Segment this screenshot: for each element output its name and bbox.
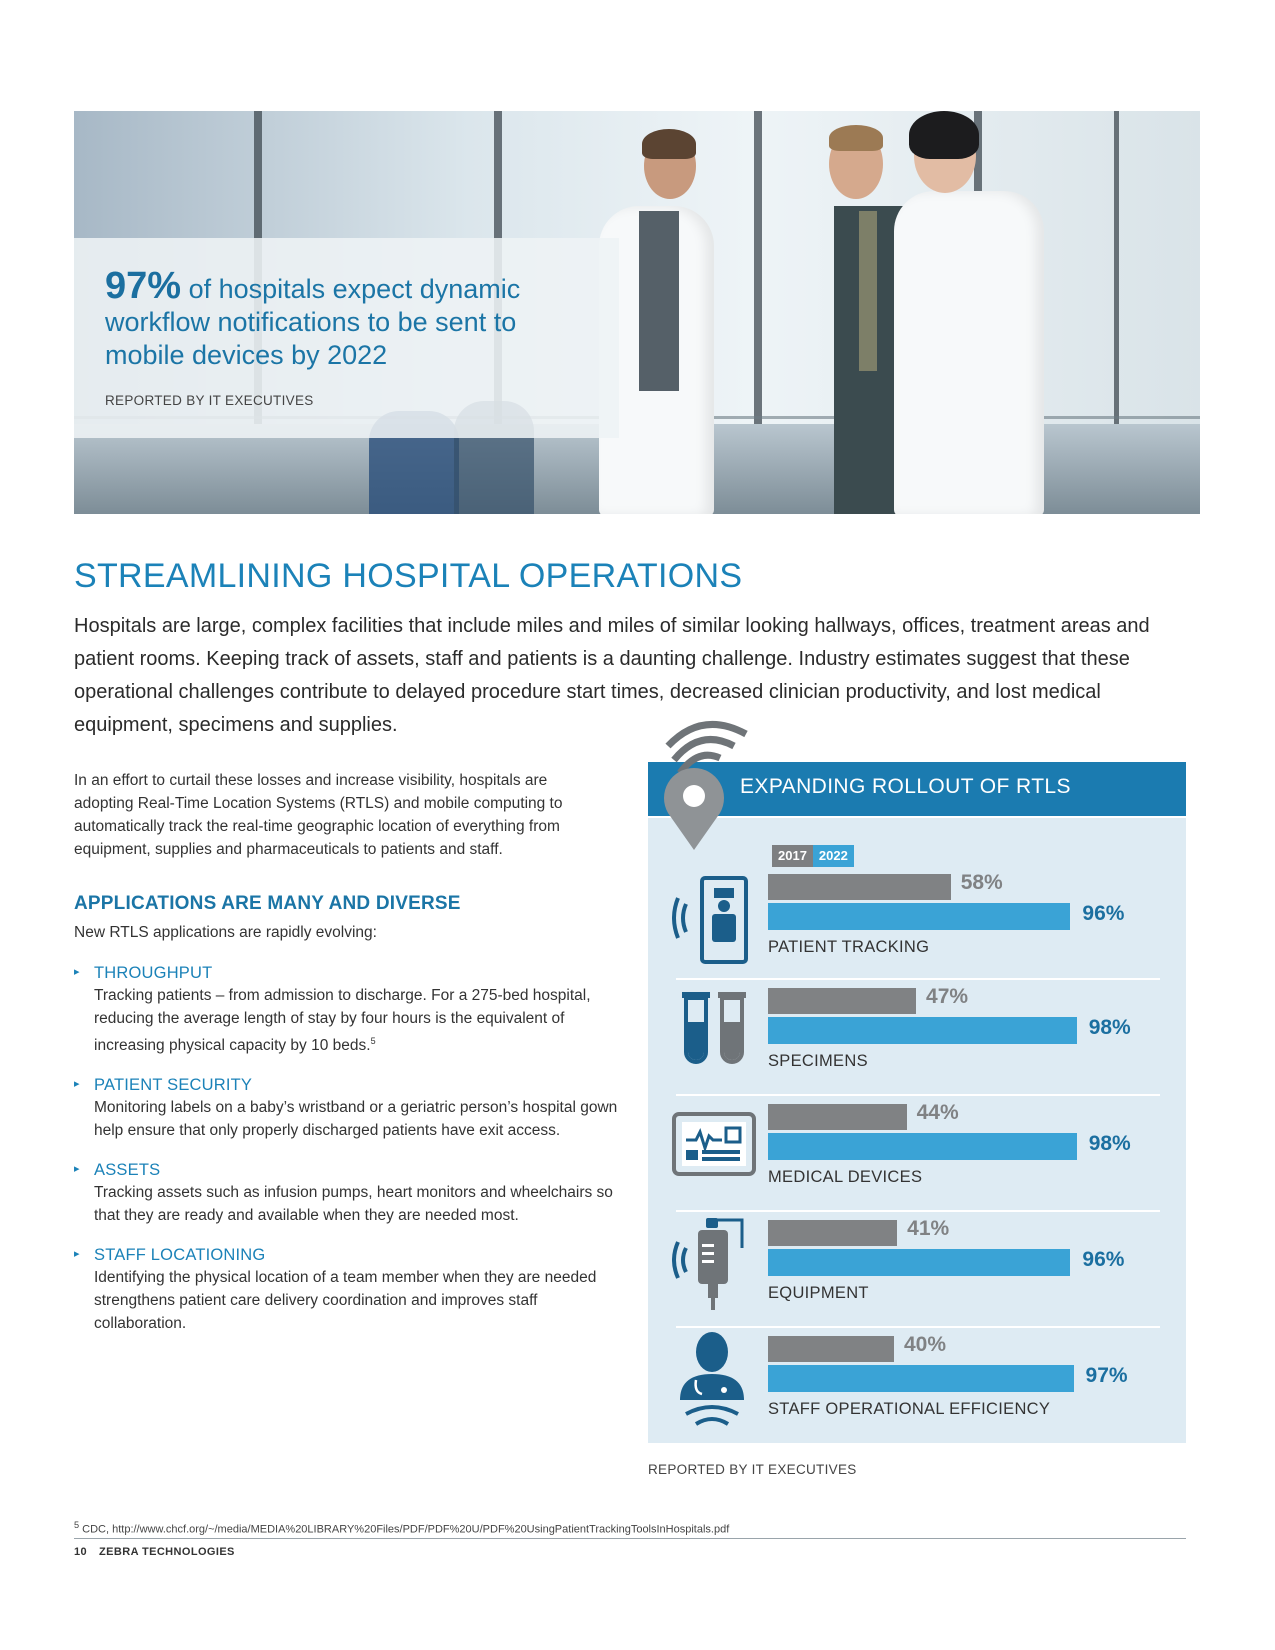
- chart-source: REPORTED BY IT EXECUTIVES: [648, 1462, 857, 1477]
- label-2022: 96%: [1082, 902, 1125, 925]
- category-label: MEDICAL DEVICES: [768, 1168, 923, 1186]
- category-label: EQUIPMENT: [768, 1284, 869, 1302]
- arrow-icon: ▸: [74, 1248, 80, 1261]
- body-paragraph: In an effort to curtail these losses and increase visibility, hospitals are adopting Real-Time Location Systems (RTLS) and mobile computing to automatically track the real-time geographic location of everything from equipment, supplies and pharmaceuticals to patients and staff.: [74, 772, 563, 858]
- subheading: APPLICATIONS ARE MANY AND DIVERSE: [74, 893, 461, 914]
- hero-stat-text: of hospitals expect dynamic workflow notifications to be sent to mobile devices by 2022: [105, 274, 521, 370]
- row-separator: [676, 1094, 1160, 1096]
- label-2022: 98%: [1088, 1016, 1131, 1039]
- footnote: [74, 1520, 729, 1536]
- label-2022: 97%: [1085, 1364, 1128, 1387]
- page-title: STREAMLINING HOSPITAL OPERATIONS: [74, 557, 743, 595]
- page-number: 10: [74, 1546, 88, 1558]
- bullet-text-body: Tracking patients – from admission to discharge. For a 275-bed hospital, reducing the average length of stay by four hours is the equivalent of increasing physical capacity by 10 beds.: [94, 987, 591, 1055]
- intro-paragraph: Hospitals are large, complex facilities that include miles and miles of similar looking hallways, offices, treatment areas and patient rooms. Keeping track of assets, staff and patients is a daunting challenge. Industry estimates suggest that these operational challenges contribute to delayed procedure start times, decreased clinician productivity, and lost medical equipment, specimens and supplies.: [74, 615, 1150, 736]
- bar-2022: [768, 1017, 1077, 1044]
- arrow-icon: ▸: [74, 1163, 80, 1176]
- lead-text: New RTLS applications are rapidly evolving:: [74, 924, 377, 941]
- bullet-text: Tracking assets such as infusion pumps, heart monitors and wheelchairs so that they are ready and available when they are needed most.: [94, 1184, 613, 1225]
- list-item: [74, 1159, 619, 1227]
- label-2022: 98%: [1088, 1132, 1131, 1155]
- bullet-title: THROUGHPUT: [94, 964, 213, 982]
- label-2017: 44%: [916, 1101, 959, 1124]
- category-label: PATIENT TRACKING: [768, 938, 930, 956]
- bar-2022: [768, 1365, 1074, 1392]
- bullet-text: Monitoring labels on a baby’s wristband or a geriatric person’s hospital gown help ensure that only properly discharged patients have exit access.: [94, 1099, 618, 1140]
- legend-2017: 2017: [772, 845, 813, 867]
- row-separator: [676, 978, 1160, 980]
- bar-2017: [768, 988, 916, 1014]
- chart-legend: [772, 845, 854, 867]
- arrow-icon: ▸: [74, 1078, 80, 1091]
- hero-stat-number: 97%: [105, 265, 182, 307]
- bullet-text: Identifying the physical location of a team member when they are needed strengthens patient care delivery coordination and improves staff collaboration.: [94, 1269, 597, 1333]
- hero-source: REPORTED BY IT EXECUTIVES: [105, 393, 314, 408]
- bar-2022: [768, 1133, 1077, 1160]
- page-footer: [74, 1546, 235, 1558]
- label-2017: 41%: [907, 1217, 950, 1240]
- footer-divider: [74, 1538, 1186, 1539]
- label-2022: 96%: [1082, 1248, 1125, 1271]
- list-item: [74, 1244, 619, 1335]
- bullet-text: [94, 984, 619, 1057]
- patient-bed-icon: [672, 876, 752, 964]
- category-label: STAFF OPERATIONAL EFFICIENCY: [768, 1400, 1051, 1418]
- list-item: [74, 1074, 619, 1142]
- company-name: ZEBRA TECHNOLOGIES: [99, 1546, 235, 1558]
- monitor-icon: [672, 1112, 756, 1176]
- chart-title: EXPANDING ROLLOUT OF RTLS: [740, 775, 1071, 798]
- bar-2017: [768, 1336, 894, 1362]
- arrow-icon: ▸: [74, 966, 80, 978]
- bar-2017: [768, 1220, 897, 1246]
- bar-2017: [768, 1104, 907, 1130]
- bar-2022: [768, 903, 1070, 930]
- bullet-list: [74, 962, 619, 1352]
- bar-2017: [768, 874, 951, 900]
- hero-stat: [105, 265, 585, 372]
- test-tubes-icon: [680, 992, 750, 1070]
- location-pin-icon: [660, 718, 750, 868]
- row-separator: [676, 1326, 1160, 1328]
- bullet-title: STAFF LOCATIONING: [94, 1246, 266, 1265]
- staff-person-icon: [672, 1330, 752, 1430]
- legend-2022: 2022: [813, 845, 854, 867]
- iv-drip-icon: [672, 1218, 752, 1313]
- footnote-mark: 5: [74, 1520, 80, 1530]
- footnote-text: CDC, http://www.chcf.org/~/media/MEDIA%20LIBRARY%20Files/PDF/PDF%20U/PDF%20UsingPatientTrackingToolsInHospitals.pdf: [79, 1523, 730, 1536]
- row-separator: [676, 1210, 1160, 1212]
- label-2017: 47%: [926, 985, 969, 1008]
- label-2017: 58%: [960, 871, 1003, 894]
- bar-2022: [768, 1249, 1070, 1276]
- bullet-title: PATIENT SECURITY: [94, 1076, 253, 1095]
- footnote-ref: 5: [370, 1036, 376, 1046]
- bullet-title: ASSETS: [94, 1161, 161, 1180]
- list-item: [74, 962, 619, 1057]
- category-label: SPECIMENS: [768, 1052, 868, 1070]
- label-2017: 40%: [904, 1333, 947, 1356]
